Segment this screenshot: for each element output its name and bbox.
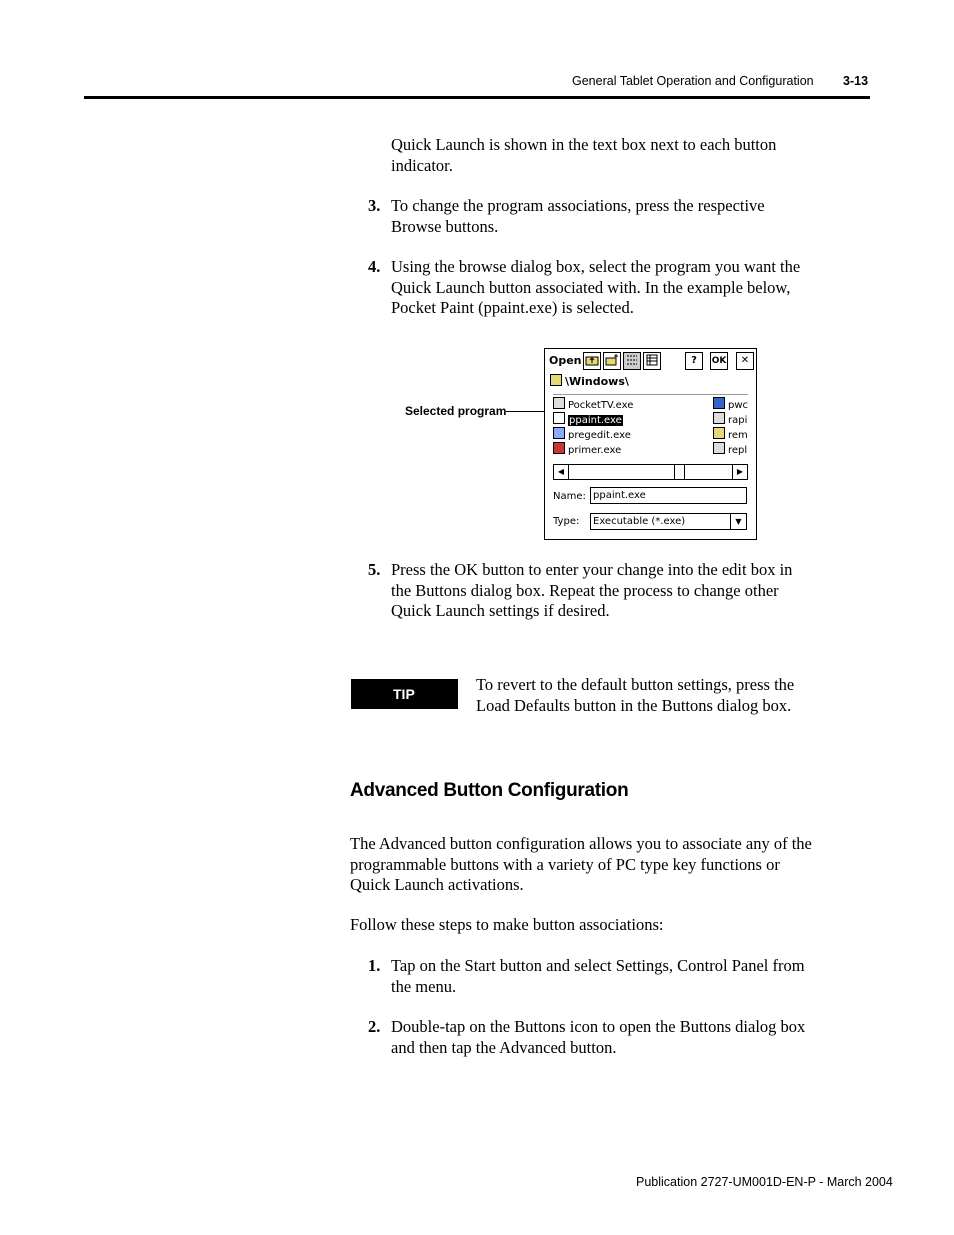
type-select[interactable] <box>590 513 747 530</box>
up-folder-button[interactable] <box>583 352 601 370</box>
name-field[interactable]: ppaint.exe <box>590 487 747 504</box>
paint-icon <box>553 412 565 424</box>
step-line: the Buttons dialog box. Repeat the process to change other <box>391 580 779 600</box>
file-list[interactable] <box>553 394 748 465</box>
tip-line: Load Defaults button in the Buttons dialog box. <box>476 695 792 715</box>
intro-line: Quick Launch is shown in the text box next to each button <box>391 135 777 154</box>
list-view-icon <box>625 353 639 367</box>
page-number: 3-13 <box>843 74 869 88</box>
details-view-button[interactable] <box>643 352 661 370</box>
scroll-left-icon[interactable]: ◀ <box>554 465 569 479</box>
intro-paragraph <box>391 135 776 176</box>
header-rule <box>84 96 870 99</box>
ok-button[interactable]: OK <box>710 352 728 370</box>
paragraph-line: The Advanced button configuration allows you to associate any of the <box>350 834 812 853</box>
step-text <box>391 257 800 319</box>
intro-line: indicator. <box>391 155 453 175</box>
file-item[interactable]: rem <box>713 427 748 442</box>
paragraph-line: Quick Launch activations. <box>350 875 524 894</box>
step-line: and then tap the Advanced button. <box>391 1037 617 1057</box>
step-number: 3. <box>368 196 381 215</box>
section-paragraph <box>350 834 812 896</box>
word-icon <box>713 397 725 409</box>
step-line: Press the OK button to enter your change into the edit box in <box>391 560 793 579</box>
paragraph-line: programmable buttons with a variety of PC type key functions or <box>350 854 780 874</box>
primer-icon <box>553 442 565 454</box>
open-file-dialog <box>544 348 757 540</box>
program-icon <box>713 442 725 454</box>
registry-icon <box>553 427 565 439</box>
step-number: 4. <box>368 257 381 276</box>
type-value: Executable (*.exe) <box>593 516 686 527</box>
section-paragraph: Follow these steps to make button associations: <box>350 915 664 934</box>
tv-icon <box>553 397 565 409</box>
program-icon <box>713 412 725 424</box>
step-line: Quick Launch button associated with. In the example below, <box>391 277 791 297</box>
step-line: Using the browse dialog box, select the program you want the <box>391 257 801 276</box>
step-line: Double-tap on the Buttons icon to open the Buttons dialog box <box>391 1017 806 1036</box>
tip-line: To revert to the default button settings, press the <box>476 675 795 694</box>
program-icon <box>713 427 725 439</box>
step-text <box>391 196 765 237</box>
horizontal-scrollbar[interactable] <box>553 464 748 480</box>
step-text <box>391 560 792 622</box>
step-number: 2. <box>368 1017 381 1036</box>
new-folder-icon <box>605 353 619 367</box>
step-line: the menu. <box>391 976 457 996</box>
folder-icon <box>550 374 562 386</box>
path-row <box>550 374 629 388</box>
callout-label: Selected program <box>405 404 507 418</box>
tip-text <box>476 675 794 716</box>
file-item[interactable]: rapi <box>713 412 747 427</box>
name-label: Name: <box>553 491 586 502</box>
new-folder-button[interactable] <box>603 352 621 370</box>
running-header-title: General Tablet Operation and Configuration <box>572 74 814 88</box>
scroll-right-icon[interactable]: ▶ <box>732 465 747 479</box>
tip-badge: TIP <box>351 679 458 709</box>
file-item[interactable]: primer.exe <box>553 442 621 457</box>
file-item-selected[interactable]: ppaint.exe <box>553 412 623 427</box>
step-line: Tap on the Start button and select Settings, Control Panel from <box>391 956 805 975</box>
chevron-down-icon[interactable]: ▼ <box>730 514 746 529</box>
type-label: Type: <box>553 516 580 527</box>
step-text <box>391 956 805 997</box>
publication-footer: Publication 2727-UM001D-EN-P - March 2004 <box>636 1175 893 1189</box>
list-view-button[interactable] <box>623 352 641 370</box>
step-number: 1. <box>368 956 381 975</box>
file-item[interactable]: pwc <box>713 397 748 412</box>
help-button[interactable]: ? <box>685 352 703 370</box>
dialog-title: Open <box>549 354 582 367</box>
step-text <box>391 1017 805 1058</box>
close-button[interactable]: ✕ <box>736 352 754 370</box>
path-label: \Windows\ <box>565 375 629 388</box>
step-line: Pocket Paint (ppaint.exe) is selected. <box>391 298 634 317</box>
file-item[interactable]: pregedit.exe <box>553 427 631 442</box>
step-line: To change the program associations, press the respective <box>391 196 765 215</box>
step-line: Quick Launch settings if desired. <box>391 601 610 620</box>
details-view-icon <box>645 353 659 367</box>
step-line: Browse buttons. <box>391 216 499 236</box>
up-folder-icon <box>585 353 599 367</box>
file-item[interactable]: repl <box>713 442 747 457</box>
file-item[interactable]: PocketTV.exe <box>553 397 633 412</box>
section-heading: Advanced Button Configuration <box>350 780 629 801</box>
scroll-thumb[interactable] <box>674 465 685 479</box>
step-number: 5. <box>368 560 381 579</box>
